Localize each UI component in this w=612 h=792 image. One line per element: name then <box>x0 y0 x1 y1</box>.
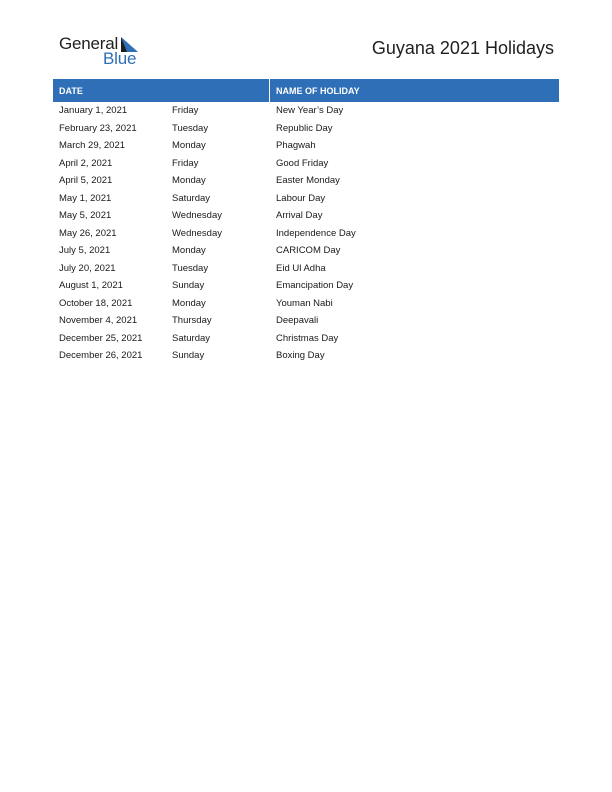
table-row <box>53 330 559 348</box>
holiday-date: April 5, 2021 <box>59 175 113 186</box>
holiday-date: October 18, 2021 <box>59 297 133 309</box>
logo-text-general: General <box>59 34 119 53</box>
holiday-weekday: Monday <box>172 245 206 256</box>
table-row <box>53 260 559 278</box>
holiday-weekday: Monday <box>172 297 206 309</box>
holiday-date: May 26, 2021 <box>59 227 117 239</box>
table-row <box>53 312 559 330</box>
holiday-name: Easter Monday <box>276 175 340 186</box>
holiday-date: December 25, 2021 <box>59 332 143 344</box>
table-row <box>53 190 559 208</box>
holiday-date: April 2, 2021 <box>59 157 113 169</box>
holiday-weekday: Monday <box>172 140 206 151</box>
holiday-name: Christmas Day <box>276 332 339 344</box>
column-header-date: DATE <box>59 86 83 96</box>
holiday-weekday: Tuesday <box>172 122 209 134</box>
holiday-weekday: Thursday <box>172 315 212 326</box>
holiday-name: Youman Nabi <box>276 297 333 309</box>
logo <box>59 34 159 68</box>
holiday-date: July 5, 2021 <box>59 245 111 256</box>
holiday-weekday: Friday <box>172 157 199 169</box>
holiday-name: Phagwah <box>276 140 316 151</box>
holiday-date: May 1, 2021 <box>59 192 112 204</box>
holiday-table-body <box>53 102 559 365</box>
holiday-weekday: Wednesday <box>172 227 222 239</box>
holiday-name: Deepavali <box>276 315 319 326</box>
holiday-date: February 23, 2021 <box>59 122 137 134</box>
header-divider <box>269 79 270 102</box>
holiday-name: Emancipation Day <box>276 280 354 291</box>
table-row <box>53 137 559 155</box>
holiday-name: Arrival Day <box>276 210 323 221</box>
holiday-weekday: Sunday <box>172 280 205 291</box>
table-row <box>53 207 559 225</box>
holiday-date: January 1, 2021 <box>59 105 128 116</box>
table-row <box>53 120 559 138</box>
holiday-date: March 29, 2021 <box>59 140 126 151</box>
holiday-name: Eid Ul Adha <box>276 262 326 274</box>
holiday-name: Labour Day <box>276 192 326 204</box>
holiday-name: Republic Day <box>276 122 333 134</box>
column-header-name: NAME OF HOLIDAY <box>276 86 360 96</box>
holiday-date: July 20, 2021 <box>59 262 116 274</box>
table-row <box>53 155 559 173</box>
holiday-date: November 4, 2021 <box>59 315 138 326</box>
table-row <box>53 295 559 313</box>
holiday-weekday: Sunday <box>172 350 205 361</box>
table-row <box>53 242 559 260</box>
holiday-weekday: Saturday <box>172 332 211 344</box>
logo-text-blue: Blue <box>103 49 137 68</box>
table-row <box>53 277 559 295</box>
holiday-name: Independence Day <box>276 227 356 239</box>
holiday-name: Boxing Day <box>276 350 325 361</box>
holiday-name: CARICOM Day <box>276 245 341 256</box>
holiday-name: Good Friday <box>276 157 329 169</box>
holiday-weekday: Wednesday <box>172 210 222 221</box>
holiday-weekday: Friday <box>172 105 199 116</box>
holiday-weekday: Saturday <box>172 192 211 204</box>
holiday-date: May 5, 2021 <box>59 210 112 221</box>
table-row <box>53 347 559 365</box>
holiday-date: August 1, 2021 <box>59 280 123 291</box>
table-row <box>53 172 559 190</box>
page-title: Guyana 2021 Holidays <box>371 38 554 58</box>
table-row <box>53 102 559 120</box>
holiday-date: December 26, 2021 <box>59 350 143 361</box>
table-row <box>53 225 559 243</box>
holiday-weekday: Monday <box>172 175 206 186</box>
table-header <box>53 79 559 102</box>
holiday-weekday: Tuesday <box>172 262 209 274</box>
holiday-name: New Year’s Day <box>276 105 344 116</box>
